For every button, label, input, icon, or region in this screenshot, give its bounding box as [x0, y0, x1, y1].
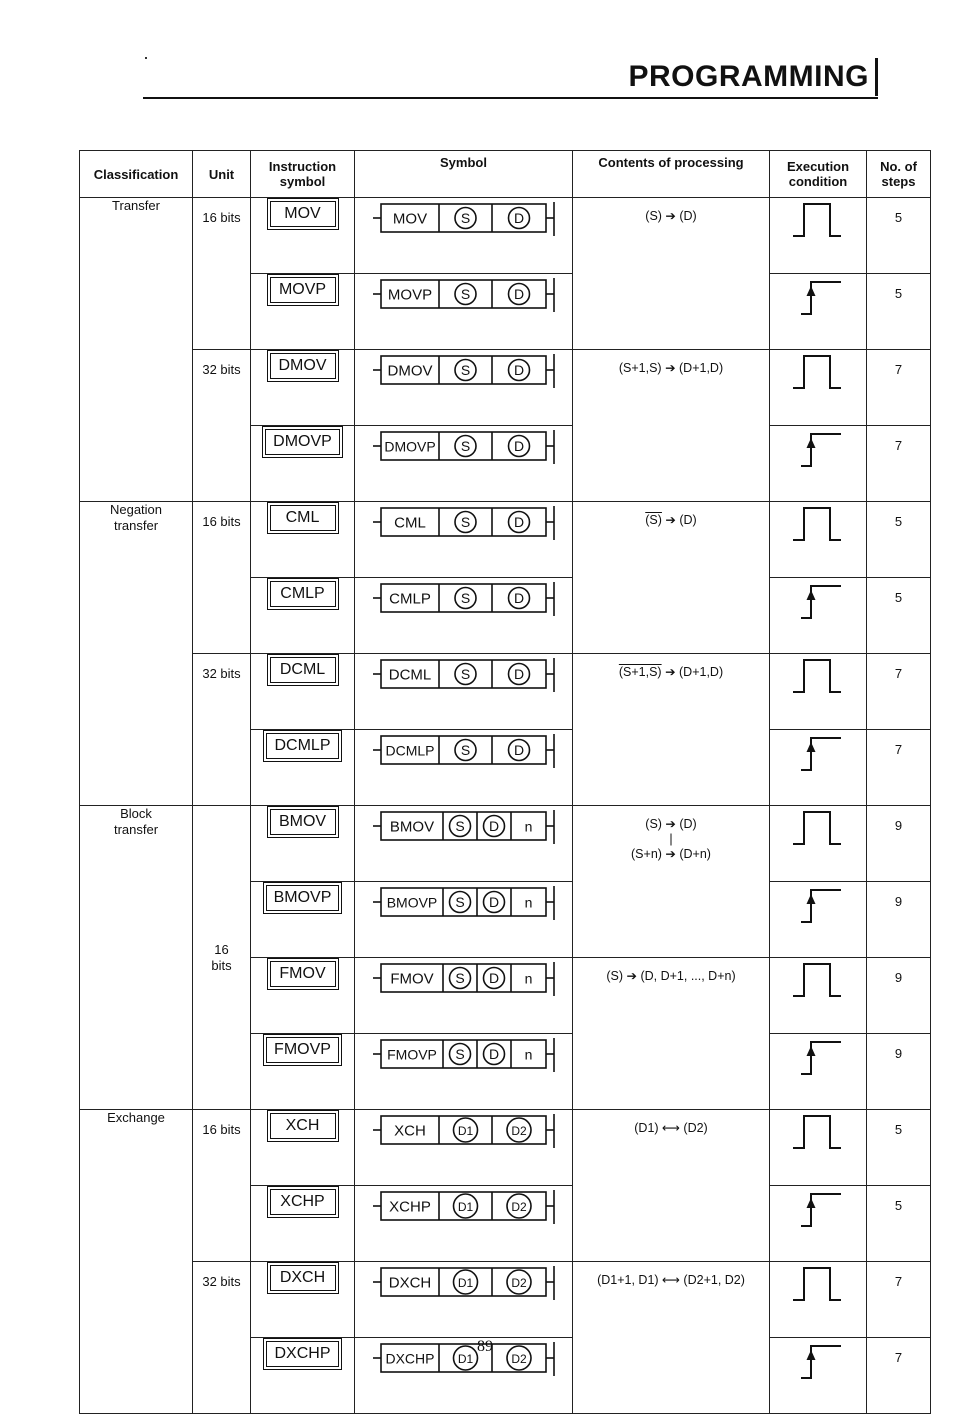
- step-count: 7: [867, 1338, 931, 1414]
- ladder-instruction-label: MOVP: [387, 286, 433, 304]
- execution-condition: [770, 502, 867, 578]
- on-pulse-waveform-icon: [773, 1110, 863, 1154]
- instruction-cell: [251, 1262, 355, 1338]
- instruction-symbol: BMOVP: [263, 882, 343, 914]
- step-count: 7: [867, 426, 931, 502]
- step-count: 5: [867, 1186, 931, 1262]
- processing-contents: (S) ➔ (D): [573, 198, 770, 350]
- operand-d: [509, 588, 530, 609]
- ladder-instruction-label: BMOVP: [386, 894, 438, 911]
- ladder-instruction-label: XCHP: [389, 1198, 431, 1216]
- instruction-symbol: DCMLP: [263, 730, 341, 762]
- ladder-symbol: [355, 882, 573, 958]
- svg-text:D1: D1: [457, 1276, 474, 1290]
- svg-text:S: S: [460, 438, 471, 454]
- stray-dot: [145, 57, 147, 59]
- on-pulse-waveform-icon: [773, 958, 863, 1002]
- step-count: 9: [867, 806, 931, 882]
- operand-d1: [454, 1118, 478, 1142]
- execution-condition: [770, 1110, 867, 1186]
- rising-edge-waveform-icon: [773, 882, 863, 926]
- instruction-cell: [251, 274, 355, 350]
- ladder-symbol: [355, 350, 573, 426]
- svg-text:n: n: [524, 894, 533, 911]
- svg-text:S: S: [460, 590, 471, 606]
- operand-n: [525, 1047, 533, 1063]
- svg-text:n: n: [524, 818, 533, 835]
- svg-text:D2: D2: [511, 1352, 527, 1366]
- ladder-symbol-svg: [361, 198, 561, 238]
- ladder-symbol: [355, 1110, 573, 1186]
- instruction-cell: [251, 502, 355, 578]
- execution-condition: [770, 350, 867, 426]
- svg-text:D: D: [488, 818, 500, 834]
- operand-s: [455, 740, 476, 761]
- svg-text:D1: D1: [457, 1352, 474, 1366]
- table-row: [80, 198, 931, 274]
- instruction-cell: [251, 198, 355, 274]
- svg-text:S: S: [460, 362, 471, 378]
- ladder-symbol: [355, 1262, 573, 1338]
- table-row: [80, 1110, 931, 1186]
- instruction-symbol: FMOVP: [263, 1034, 342, 1066]
- operand-s: [455, 588, 476, 609]
- header-row: [80, 151, 931, 198]
- svg-text:D: D: [513, 590, 525, 606]
- svg-text:D1: D1: [457, 1124, 474, 1138]
- execution-condition: [770, 730, 867, 806]
- svg-text:S: S: [460, 210, 471, 226]
- ladder-instruction-label: DCMLP: [385, 742, 435, 759]
- svg-text:D2: D2: [511, 1200, 527, 1214]
- operand-d: [484, 1044, 505, 1065]
- ladder-symbol-svg: [361, 730, 561, 770]
- group-exchange: Exchange: [80, 1110, 193, 1414]
- step-count: 9: [867, 882, 931, 958]
- operand-s: [455, 208, 476, 229]
- step-count: 9: [867, 1034, 931, 1110]
- unit-label: 32 bits: [193, 350, 251, 502]
- instruction-symbol: XCH: [267, 1110, 339, 1142]
- svg-text:D2: D2: [511, 1276, 527, 1290]
- execution-condition: [770, 1262, 867, 1338]
- operand-d: [509, 740, 530, 761]
- page-number: 89: [477, 1338, 493, 1355]
- operand-d: [484, 968, 505, 989]
- svg-text:D1: D1: [457, 1200, 474, 1214]
- operand-s: [450, 968, 471, 989]
- processing-contents: (S) ➔ (D): [573, 502, 770, 654]
- instruction-cell: [251, 350, 355, 426]
- instruction-cell: [251, 806, 355, 882]
- ladder-symbol: [355, 198, 573, 274]
- operand-d: [484, 892, 505, 913]
- operand-d1: [454, 1194, 478, 1218]
- processing-contents: (S) ➔ (D, D+1, ..., D+n): [573, 958, 770, 1110]
- ladder-symbol: [355, 1186, 573, 1262]
- instruction-cell: [251, 1110, 355, 1186]
- unit-label: 16 bits: [193, 806, 251, 1110]
- execution-condition: [770, 958, 867, 1034]
- ladder-symbol-svg: [361, 1186, 561, 1226]
- processing-contents: (D1) ⟷ (D2): [573, 1110, 770, 1262]
- execution-condition: [770, 806, 867, 882]
- ladder-symbol: [355, 958, 573, 1034]
- on-pulse-waveform-icon: [773, 806, 863, 850]
- rising-edge-waveform-icon: [773, 578, 863, 622]
- execution-condition: [770, 882, 867, 958]
- ladder-symbol: [355, 654, 573, 730]
- table-row: [80, 1262, 931, 1338]
- ladder-symbol-svg: [361, 1110, 561, 1150]
- rising-edge-waveform-icon: [773, 274, 863, 318]
- operand-n: [525, 819, 533, 835]
- ladder-instruction-label: CMLP: [389, 590, 431, 608]
- svg-text:D: D: [513, 210, 525, 226]
- instruction-symbol: DMOV: [267, 350, 339, 382]
- operand-n: [525, 971, 533, 987]
- execution-condition: [770, 1034, 867, 1110]
- step-count: 7: [867, 730, 931, 806]
- on-pulse-waveform-icon: [773, 654, 863, 698]
- group-transfer: Transfer: [80, 198, 193, 502]
- col-classification: Classification: [80, 151, 193, 198]
- execution-condition: [770, 1186, 867, 1262]
- group-block-transfer: Block transfer: [80, 806, 193, 1110]
- operand-d: [509, 360, 530, 381]
- processing-contents: (S) ➔ (D) | (S+n) ➔ (D+n): [573, 806, 770, 958]
- execution-condition: [770, 274, 867, 350]
- ladder-symbol-svg: [361, 274, 561, 314]
- svg-text:D2: D2: [511, 1124, 527, 1138]
- ladder-instruction-label: DCML: [388, 666, 432, 684]
- instruction-symbol: DXCH: [267, 1262, 339, 1294]
- processing-contents: (D1+1, D1) ⟷ (D2+1, D2): [573, 1262, 770, 1414]
- col-unit: Unit: [193, 151, 251, 198]
- instruction-cell: [251, 1034, 355, 1110]
- ladder-instruction-label: CML: [394, 514, 426, 532]
- step-count: 5: [867, 578, 931, 654]
- instruction-symbol: DCML: [267, 654, 339, 686]
- ladder-symbol: [355, 1034, 573, 1110]
- ladder-symbol-svg: [361, 958, 561, 998]
- operand-s: [450, 816, 471, 837]
- rising-edge-waveform-icon: [773, 1186, 863, 1230]
- unit-label: 16 bits: [193, 198, 251, 350]
- svg-text:S: S: [455, 894, 465, 910]
- execution-condition: [770, 654, 867, 730]
- ladder-symbol: [355, 426, 573, 502]
- instruction-symbol: FMOV: [267, 958, 339, 990]
- svg-text:D: D: [488, 1046, 500, 1062]
- ladder-instruction-label: DXCHP: [385, 1350, 435, 1367]
- svg-text:S: S: [460, 286, 471, 302]
- table-row: [80, 806, 931, 882]
- ladder-symbol-svg: [361, 654, 561, 694]
- svg-text:n: n: [524, 970, 533, 987]
- operand-d2: [507, 1270, 531, 1294]
- col-contents: Contents of processing: [573, 151, 770, 198]
- step-count: 5: [867, 1110, 931, 1186]
- operand-d: [509, 208, 530, 229]
- operand-n: [525, 895, 533, 911]
- on-pulse-waveform-icon: [773, 1262, 863, 1306]
- unit-label: 16 bits: [193, 502, 251, 654]
- step-count: 7: [867, 654, 931, 730]
- operand-s: [450, 892, 471, 913]
- ladder-instruction-label: FMOVP: [387, 1046, 437, 1063]
- ladder-instruction-label: XCH: [394, 1122, 426, 1140]
- on-pulse-waveform-icon: [773, 198, 863, 242]
- ladder-symbol: [355, 806, 573, 882]
- page-title: PROGRAMMING: [629, 58, 879, 96]
- instruction-symbol: CMLP: [267, 578, 339, 610]
- group-negation-transfer: Negation transfer: [80, 502, 193, 806]
- execution-condition: [770, 426, 867, 502]
- svg-text:D: D: [488, 970, 500, 986]
- ladder-symbol-svg: [361, 502, 561, 542]
- step-count: 7: [867, 1262, 931, 1338]
- instruction-symbol: DXCHP: [263, 1338, 341, 1370]
- instruction-cell: [251, 578, 355, 654]
- operand-d: [509, 664, 530, 685]
- svg-text:S: S: [460, 666, 471, 682]
- rising-edge-waveform-icon: [773, 426, 863, 470]
- ladder-instruction-label: DMOVP: [384, 438, 436, 455]
- step-count: 5: [867, 274, 931, 350]
- ladder-symbol-svg: [361, 882, 561, 922]
- svg-text:n: n: [524, 1046, 533, 1063]
- operand-s: [455, 512, 476, 533]
- on-pulse-waveform-icon: [773, 350, 863, 394]
- instruction-cell: [251, 426, 355, 502]
- unit-label: 32 bits: [193, 654, 251, 806]
- ladder-symbol: [355, 578, 573, 654]
- operand-d: [509, 284, 530, 305]
- svg-text:S: S: [455, 818, 465, 834]
- ladder-symbol-svg: [361, 578, 561, 618]
- instruction-cell: [251, 654, 355, 730]
- svg-text:S: S: [455, 970, 465, 986]
- ladder-symbol-svg: [361, 426, 561, 466]
- rising-edge-waveform-icon: [773, 1034, 863, 1078]
- step-count: 7: [867, 350, 931, 426]
- operand-d1: [454, 1270, 478, 1294]
- col-execution: Execution condition: [770, 151, 867, 198]
- ladder-symbol-svg: [361, 806, 561, 846]
- title-rule: [143, 97, 878, 99]
- step-count: 9: [867, 958, 931, 1034]
- instruction-cell: [251, 730, 355, 806]
- operand-s: [455, 664, 476, 685]
- instruction-table: [79, 150, 931, 1414]
- instruction-symbol: DMOVP: [262, 426, 343, 458]
- ladder-instruction-label: MOV: [392, 210, 428, 228]
- svg-text:D: D: [513, 362, 525, 378]
- svg-text:D: D: [513, 742, 525, 758]
- svg-text:D: D: [513, 438, 525, 454]
- instruction-cell: [251, 882, 355, 958]
- step-count: 5: [867, 502, 931, 578]
- operand-s: [450, 1044, 471, 1065]
- instruction-symbol: CML: [267, 502, 339, 534]
- instruction-cell: [251, 958, 355, 1034]
- col-symbol: Symbol: [355, 151, 573, 198]
- instruction-cell: [251, 1186, 355, 1262]
- ladder-symbol: [355, 730, 573, 806]
- instruction-symbol: BMOV: [267, 806, 339, 838]
- ladder-instruction-label: FMOV: [390, 970, 434, 988]
- operand-s: [455, 436, 476, 457]
- svg-text:S: S: [460, 514, 471, 530]
- ladder-symbol-svg: [361, 1262, 561, 1302]
- svg-text:S: S: [460, 742, 471, 758]
- ladder-symbol: [355, 274, 573, 350]
- processing-contents: (S+1,S) ➔ (D+1,D): [573, 654, 770, 806]
- operand-d: [484, 816, 505, 837]
- svg-text:D: D: [513, 286, 525, 302]
- svg-text:D: D: [488, 894, 500, 910]
- ladder-symbol: [355, 502, 573, 578]
- on-pulse-waveform-icon: [773, 502, 863, 546]
- svg-text:D: D: [513, 666, 525, 682]
- svg-text:D: D: [513, 514, 525, 530]
- unit-label: 32 bits: [193, 1262, 251, 1414]
- rising-edge-waveform-icon: [773, 730, 863, 774]
- ladder-instruction-label: DXCH: [388, 1274, 432, 1292]
- operand-d: [509, 436, 530, 457]
- instruction-symbol: MOVP: [267, 274, 339, 306]
- operand-d: [509, 512, 530, 533]
- table-row: [80, 502, 931, 578]
- ladder-instruction-label: DMOV: [387, 362, 433, 380]
- processing-contents: (S+1,S) ➔ (D+1,D): [573, 350, 770, 502]
- operand-s: [455, 284, 476, 305]
- ladder-symbol-svg: [361, 350, 561, 390]
- operand-d2: [507, 1118, 531, 1142]
- instruction-symbol: XCHP: [267, 1186, 339, 1218]
- unit-label: 16 bits: [193, 1110, 251, 1262]
- table-row: [80, 654, 931, 730]
- step-count: 5: [867, 198, 931, 274]
- col-instruction: Instruction symbol: [251, 151, 355, 198]
- col-steps: No. of steps: [867, 151, 931, 198]
- operand-s: [455, 360, 476, 381]
- ladder-instruction-label: BMOV: [389, 818, 435, 836]
- ladder-symbol-svg: [361, 1034, 561, 1074]
- execution-condition: [770, 198, 867, 274]
- operand-d2: [507, 1194, 531, 1218]
- table-row: [80, 350, 931, 426]
- instruction-symbol: MOV: [267, 198, 339, 230]
- execution-condition: [770, 578, 867, 654]
- svg-text:S: S: [455, 1046, 465, 1062]
